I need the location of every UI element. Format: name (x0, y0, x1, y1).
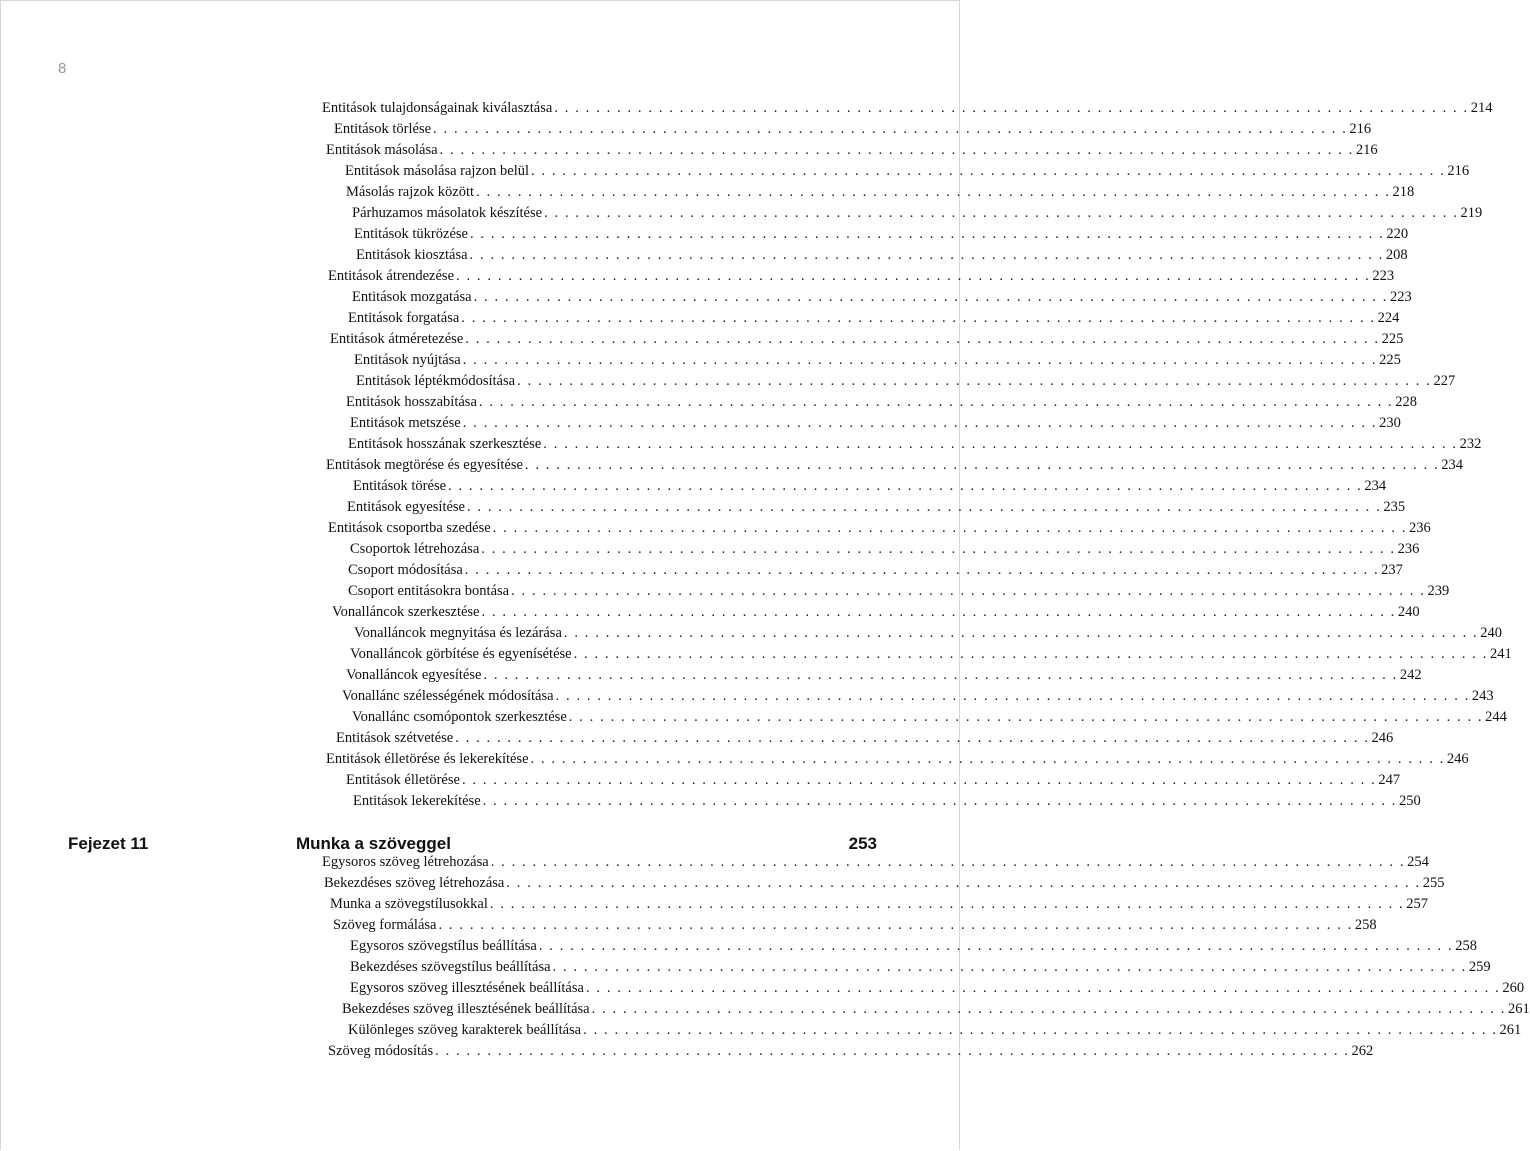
toc-entry-page: 239 (1427, 583, 1450, 599)
toc-entry-title: Vonalláncok egyesítése (346, 667, 482, 683)
toc-dot-leader: . . . . . . . . . . . . . . . . . . . . . . . . . . . . . . . . . . . . . . . . . . . . . . . . . . . . . . . . . . . . . . . . . . . . . . . . . . . . . . . . . . . . . . . . (476, 184, 1391, 200)
toc-entry[interactable] (350, 541, 1420, 561)
toc-entry-page: 218 (1392, 184, 1415, 200)
toc-entry-page: 234 (1441, 457, 1464, 473)
toc-dot-leader: . . . . . . . . . . . . . . . . . . . . . . . . . . . . . . . . . . . . . . . . . . . . . . . . . . . . . . . . . . . . . . . . . . . . . . . . . . . . . . . . . . . . . . . . (462, 352, 1378, 368)
toc-entry-page: 232 (1459, 436, 1482, 452)
toc-entry-page: 244 (1485, 709, 1507, 725)
toc-dot-leader: . . . . . . . . . . . . . . . . . . . . . . . . . . . . . . . . . . . . . . . . . . . . . . . . . . . . . . . . . . . . . . . . . . . . . . . . . . . . . . . . . . . . . . . . (543, 436, 1458, 452)
toc-entry[interactable] (350, 415, 1401, 435)
toc-dot-leader: . . . . . . . . . . . . . . . . . . . . . . . . . . . . . . . . . . . . . . . . . . . . . . . . . . . . . . . . . . . . . . . . . . . . . . . . . . . . . . . . . . . . . . . . (531, 163, 1446, 179)
toc-entry-title: Bekezdéses szöveg létrehozása (324, 875, 505, 891)
toc-entry-title: Entitások egyesítése (347, 499, 465, 515)
toc-dot-leader: . . . . . . . . . . . . . . . . . . . . . . . . . . . . . . . . . . . . . . . . . . . . . . . . . . . . . . . . . . . . . . . . . . . . . . . . . . . . . . . . . . . . . . . . (517, 373, 1432, 389)
toc-entry[interactable] (322, 100, 1493, 120)
toc-entry-page: 241 (1489, 646, 1512, 662)
toc-entry-page: 220 (1386, 226, 1409, 242)
toc-entry[interactable] (354, 625, 1503, 645)
toc-entry-page: 240 (1480, 625, 1503, 641)
toc-entry[interactable] (332, 604, 1420, 624)
toc-entry-title: Vonalláncok megnyitása és lezárása (354, 625, 562, 641)
toc-entry-title: Entitások kiosztása (356, 247, 468, 263)
chapter-title: Munka a szöveggel (296, 834, 451, 853)
toc-entry[interactable] (354, 352, 1401, 372)
toc-entry[interactable] (348, 436, 1482, 456)
toc-dot-leader: . . . . . . . . . . . . . . . . . . . . . . . . . . . . . . . . . . . . . . . . . . . . . . . . . . . . . . . . . . . . . . . . . . . . . . . . . . . . . . . . . . . . . . . . (490, 854, 1406, 870)
toc-entry[interactable] (328, 268, 1395, 288)
toc-entry[interactable] (352, 289, 1412, 309)
toc-entry-page: 261 (1499, 1022, 1522, 1038)
toc-entry-title: Entitások szétvetése (336, 730, 454, 746)
toc-entry-title: Vonallánc szélességének módosítása (342, 688, 554, 704)
toc-entry[interactable] (350, 959, 1491, 979)
toc-dot-leader: . . . . . . . . . . . . . . . . . . . . . . . . . . . . . . . . . . . . . . . . . . . . . . . . . . . . . . . . . . . . . . . . . . . . . . . . . . . . . . . . . . . . . . . . (478, 394, 1394, 410)
toc-dot-leader: . . . . . . . . . . . . . . . . . . . . . . . . . . . . . . . . . . . . . . . . . . . . . . . . . . . . . . . . . . . . . . . . . . . . . . . . . . . . . . . . . . . . . . . . (481, 541, 1396, 557)
toc-entry[interactable] (347, 499, 1406, 519)
toc-dot-leader: . . . . . . . . . . . . . . . . . . . . . . . . . . . . . . . . . . . . . . . . . . . . . . . . . . . . . . . . . . . . . . . . . . . . . . . . . . . . . . . . . . . . . . . . (591, 1001, 1506, 1017)
toc-entry-page: 258 (1455, 938, 1477, 954)
toc-entry-title: Bekezdéses szöveg illesztésének beállítása (342, 1001, 590, 1017)
toc-entry[interactable] (328, 520, 1431, 540)
toc-entry-title: Csoport módosítása (348, 562, 463, 578)
toc-entry-title: Entitások hosszabítása (346, 394, 477, 410)
toc-entry-page: 224 (1377, 310, 1400, 326)
toc-entry[interactable] (342, 1001, 1530, 1021)
toc-entry[interactable] (346, 184, 1415, 204)
toc-entry-title: Csoport entitásokra bontása (348, 583, 510, 599)
toc-entry-title: Egysoros szöveg létrehozása (322, 854, 489, 870)
toc-entry-title: Entitások metszése (350, 415, 461, 431)
toc-entry-page: 236 (1409, 520, 1431, 536)
toc-entry-page: 261 (1507, 1001, 1530, 1017)
toc-entry-title: Entitások másolása (326, 142, 438, 158)
toc-entry-title: Szöveg formálása (333, 917, 437, 933)
toc-dot-leader: . . . . . . . . . . . . . . . . . . . . . . . . . . . . . . . . . . . . . . . . . . . . . . . . . . . . . . . . . . . . . . . . . . . . . . . . . . . . . . . . . . . . . . . . (506, 875, 1421, 891)
toc-entry[interactable] (350, 646, 1512, 666)
toc-dot-leader: . . . . . . . . . . . . . . . . . . . . . . . . . . . . . . . . . . . . . . . . . . . . . . . . . . . . . . . . . . . . . . . . . . . . . . . . . . . . . . . . . . . . . . . . (481, 604, 1396, 620)
toc-entry[interactable] (346, 667, 1422, 687)
toc-entry-title: Egysoros szövegstílus beállítása (350, 938, 537, 954)
toc-dot-leader: . . . . . . . . . . . . . . . . . . . . . . . . . . . . . . . . . . . . . . . . . . . . . . . . . . . . . . . . . . . . . . . . . . . . . . . . . . . . . . . . . . . . . . . . (573, 646, 1488, 662)
toc-entry[interactable] (324, 875, 1445, 895)
toc-entry-page: 235 (1383, 499, 1406, 515)
toc-dot-leader: . . . . . . . . . . . . . . . . . . . . . . . . . . . . . . . . . . . . . . . . . . . . . . . . . . . . . . . . . . . . . . . . . . . . . . . . . . . . . . . . . . . . . . . . (461, 772, 1377, 788)
toc-entry-title: Entitások megtörése és egyesítése (326, 457, 523, 473)
toc-dot-leader: . . . . . . . . . . . . . . . . . . . . . . . . . . . . . . . . . . . . . . . . . . . . . . . . . . . . . . . . . . . . . . . . . . . . . . . . . . . . . . . . . . . . . . . . (530, 751, 1445, 767)
toc-entry-page: 223 (1389, 289, 1412, 305)
toc-entry-title: Entitások átméretezése (330, 331, 464, 347)
toc-entry-page: 246 (1371, 730, 1394, 746)
toc-dot-leader: . . . . . . . . . . . . . . . . . . . . . . . . . . . . . . . . . . . . . . . . . . . . . . . . . . . . . . . . . . . . . . . . . . . . . . . . . . . . . . . . . . . . . . . . (568, 709, 1484, 725)
toc-entry[interactable] (330, 331, 1404, 351)
toc-dot-leader: . . . . . . . . . . . . . . . . . . . . . . . . . . . . . . . . . . . . . . . . . . . . . . . . . . . . . . . . . . . . . . . . . . . . . . . . . . . . . . . . . . . . . . . . (552, 959, 1467, 975)
chapter-label: Fejezet 11 (68, 834, 149, 853)
toc-dot-leader: . . . . . . . . . . . . . . . . . . . . . . . . . . . . . . . . . . . . . . . . . . . . . . . . . . . . . . . . . . . . . . . . . . . . . . . . . . . . . . . . . . . . . . . . (473, 289, 1388, 305)
toc-entry[interactable] (326, 751, 1469, 771)
page-number: 8 (58, 60, 67, 77)
toc-dot-leader: . . . . . . . . . . . . . . . . . . . . . . . . . . . . . . . . . . . . . . . . . . . . . . . . . . . . . . . . . . . . . . . . . . . . . . . . . . . . . . . . . . . . . . . . (435, 1043, 1350, 1059)
toc-entry[interactable] (346, 394, 1418, 414)
toc-dot-leader: . . . . . . . . . . . . . . . . . . . . . . . . . . . . . . . . . . . . . . . . . . . . . . . . . . . . . . . . . . . . . . . . . . . . . . . . . . . . . . . . . . . . . . . . (585, 980, 1501, 996)
toc-dot-leader: . . . . . . . . . . . . . . . . . . . . . . . . . . . . . . . . . . . . . . . . . . . . . . . . . . . . . . . . . . . . . . . . . . . . . . . . . . . . . . . . . . . . . . . . (524, 457, 1440, 473)
toc-entry[interactable] (328, 1043, 1374, 1063)
toc-entry-title: Entitások mozgatása (352, 289, 472, 305)
toc-entry-page: 227 (1433, 373, 1456, 389)
toc-entry-page: 242 (1399, 667, 1422, 683)
toc-entry-title: Vonalláncok görbítése és egyenísétése (350, 646, 572, 662)
toc-entry-title: Egysoros szöveg illesztésének beállítása (350, 980, 584, 996)
toc-dot-leader: . . . . . . . . . . . . . . . . . . . . . . . . . . . . . . . . . . . . . . . . . . . . . . . . . . . . . . . . . . . . . . . . . . . . . . . . . . . . . . . . . . . . . . . . (462, 415, 1378, 431)
toc-entry-page: 246 (1446, 751, 1469, 767)
toc-entry[interactable] (334, 121, 1372, 141)
toc-dot-leader: . . . . . . . . . . . . . . . . . . . . . . . . . . . . . . . . . . . . . . . . . . . . . . . . . . . . . . . . . . . . . . . . . . . . . . . . . . . . . . . . . . . . . . . . (563, 625, 1479, 641)
toc-entry-page: 236 (1397, 541, 1420, 557)
toc-entry-title: Vonallánc csomópontok szerkesztése (352, 709, 567, 725)
toc-entry-page: 225 (1381, 331, 1404, 347)
toc-entry-page: 247 (1378, 772, 1401, 788)
toc-entry[interactable] (348, 310, 1400, 330)
toc-entry[interactable] (353, 793, 1421, 813)
toc-entry-title: Entitások élletörése és lekerekítése (326, 751, 529, 767)
toc-entry[interactable] (326, 457, 1464, 477)
toc-entry[interactable] (350, 938, 1477, 958)
toc-entry-title: Entitások léptékmódosítása (356, 373, 516, 389)
toc-entry[interactable] (322, 854, 1429, 874)
toc-dot-leader: . . . . . . . . . . . . . . . . . . . . . . . . . . . . . . . . . . . . . . . . . . . . . . . . . . . . . . . . . . . . . . . . . . . . . . . . . . . . . . . . . . . . . . . . (469, 226, 1385, 242)
toc-entry-page: 230 (1379, 415, 1401, 431)
toc-dot-leader: . . . . . . . . . . . . . . . . . . . . . . . . . . . . . . . . . . . . . . . . . . . . . . . . . . . . . . . . . . . . . . . . . . . . . . . . . . . . . . . . . . . . . . . . (554, 100, 1469, 116)
toc-entry-page: 216 (1355, 142, 1378, 158)
toc-entry-page: 250 (1399, 793, 1421, 809)
toc-entry-page: 214 (1470, 100, 1493, 116)
toc-entry-page: 262 (1351, 1043, 1374, 1059)
toc-entry[interactable] (348, 583, 1450, 603)
toc-entry-title: Entitások átrendezése (328, 268, 455, 284)
toc-entry-title: Csoportok létrehozása (350, 541, 480, 557)
toc-entry[interactable] (356, 373, 1456, 393)
toc-dot-leader: . . . . . . . . . . . . . . . . . . . . . . . . . . . . . . . . . . . . . . . . . . . . . . . . . . . . . . . . . . . . . . . . . . . . . . . . . . . . . . . . . . . . . . . . (438, 917, 1353, 933)
toc-entry-page: 216 (1447, 163, 1470, 179)
toc-entry-page: 257 (1406, 896, 1428, 912)
toc-entry-title: Entitások lekerekítése (353, 793, 481, 809)
toc-entry-page: 254 (1407, 854, 1429, 870)
toc-entry[interactable] (354, 226, 1409, 246)
toc-dot-leader: . . . . . . . . . . . . . . . . . . . . . . . . . . . . . . . . . . . . . . . . . . . . . . . . . . . . . . . . . . . . . . . . . . . . . . . . . . . . . . . . . . . . . . . . (511, 583, 1426, 599)
toc-entry-page: 216 (1349, 121, 1372, 137)
toc-entry[interactable] (353, 478, 1387, 498)
toc-dot-leader: . . . . . . . . . . . . . . . . . . . . . . . . . . . . . . . . . . . . . . . . . . . . . . . . . . . . . . . . . . . . . . . . . . . . . . . . . . . . . . . . . . . . . . . . (466, 499, 1382, 515)
toc-entry-page: 234 (1364, 478, 1387, 494)
toc-entry-title: Entitások törése (353, 478, 447, 494)
toc-entry[interactable] (330, 896, 1428, 916)
toc-dot-leader: . . . . . . . . . . . . . . . . . . . . . . . . . . . . . . . . . . . . . . . . . . . . . . . . . . . . . . . . . . . . . . . . . . . . . . . . . . . . . . . . . . . . . . . . (433, 121, 1348, 137)
toc-dot-leader: . . . . . . . . . . . . . . . . . . . . . . . . . . . . . . . . . . . . . . . . . . . . . . . . . . . . . . . . . . . . . . . . . . . . . . . . . . . . . . . . . . . . . . . . (555, 688, 1470, 704)
toc-entry-page: 260 (1502, 980, 1525, 996)
toc-entry-title: Entitások tükrözése (354, 226, 468, 242)
toc-dot-leader: . . . . . . . . . . . . . . . . . . . . . . . . . . . . . . . . . . . . . . . . . . . . . . . . . . . . . . . . . . . . . . . . . . . . . . . . . . . . . . . . . . . . . . . . (448, 478, 1363, 494)
toc-entry-title: Entitások élletörése (346, 772, 460, 788)
toc-entry-page: 237 (1381, 562, 1403, 578)
toc-entry[interactable] (345, 163, 1470, 183)
toc-dot-leader: . . . . . . . . . . . . . . . . . . . . . . . . . . . . . . . . . . . . . . . . . . . . . . . . . . . . . . . . . . . . . . . . . . . . . . . . . . . . . . . . . . . . . . . . (439, 142, 1354, 158)
toc-entry[interactable] (352, 709, 1507, 729)
toc-entry-title: Szöveg módosítás (328, 1043, 434, 1059)
toc-dot-leader: . . . . . . . . . . . . . . . . . . . . . . . . . . . . . . . . . . . . . . . . . . . . . . . . . . . . . . . . . . . . . . . . . . . . . . . . . . . . . . . . . . . . . . . . (456, 268, 1371, 284)
toc-entry-title: Entitások tulajdonságainak kiválasztása (322, 100, 553, 116)
toc-entry[interactable] (333, 917, 1377, 937)
toc-dot-leader: . . . . . . . . . . . . . . . . . . . . . . . . . . . . . . . . . . . . . . . . . . . . . . . . . . . . . . . . . . . . . . . . . . . . . . . . . . . . . . . . . . . . . . . . (489, 896, 1405, 912)
toc-dot-leader: . . . . . . . . . . . . . . . . . . . . . . . . . . . . . . . . . . . . . . . . . . . . . . . . . . . . . . . . . . . . . . . . . . . . . . . . . . . . . . . . . . . . . . . . (455, 730, 1370, 746)
toc-entry-page: 255 (1422, 875, 1445, 891)
toc-entry-title: Párhuzamos másolatok készítése (352, 205, 543, 221)
toc-dot-leader: . . . . . . . . . . . . . . . . . . . . . . . . . . . . . . . . . . . . . . . . . . . . . . . . . . . . . . . . . . . . . . . . . . . . . . . . . . . . . . . . . . . . . . . . (465, 331, 1380, 347)
toc-dot-leader: . . . . . . . . . . . . . . . . . . . . . . . . . . . . . . . . . . . . . . . . . . . . . . . . . . . . . . . . . . . . . . . . . . . . . . . . . . . . . . . . . . . . . . . . (482, 793, 1398, 809)
toc-entry-page: 223 (1372, 268, 1395, 284)
toc-entry-title: Entitások nyújtása (354, 352, 461, 368)
chapter-page[interactable]: 253 (848, 834, 877, 853)
toc-dot-leader: . . . . . . . . . . . . . . . . . . . . . . . . . . . . . . . . . . . . . . . . . . . . . . . . . . . . . . . . . . . . . . . . . . . . . . . . . . . . . . . . . . . . . . . . (538, 938, 1454, 954)
toc-entry[interactable] (336, 730, 1394, 750)
toc-entry-title: Entitások csoportba szedése (328, 520, 491, 536)
toc-entry-title: Vonalláncok szerkesztése (332, 604, 480, 620)
toc-entry-title: Entitások másolása rajzon belül (345, 163, 530, 179)
toc-entry-page: 243 (1471, 688, 1494, 704)
toc-entry-page: 208 (1385, 247, 1408, 263)
toc-entry-page: 240 (1397, 604, 1420, 620)
toc-entry[interactable] (342, 688, 1494, 708)
toc-entry-title: Munka a szövegstílusokkal (330, 896, 488, 912)
toc-entry[interactable] (352, 205, 1483, 225)
toc-entry[interactable] (348, 562, 1403, 582)
toc-dot-leader: . . . . . . . . . . . . . . . . . . . . . . . . . . . . . . . . . . . . . . . . . . . . . . . . . . . . . . . . . . . . . . . . . . . . . . . . . . . . . . . . . . . . . . . . (464, 562, 1380, 578)
toc-dot-leader: . . . . . . . . . . . . . . . . . . . . . . . . . . . . . . . . . . . . . . . . . . . . . . . . . . . . . . . . . . . . . . . . . . . . . . . . . . . . . . . . . . . . . . . . (583, 1022, 1498, 1038)
toc-entry-page: 258 (1354, 917, 1377, 933)
toc-dot-leader: . . . . . . . . . . . . . . . . . . . . . . . . . . . . . . . . . . . . . . . . . . . . . . . . . . . . . . . . . . . . . . . . . . . . . . . . . . . . . . . . . . . . . . . . (469, 247, 1384, 263)
toc-entry-title: Bekezdéses szövegstílus beállítása (350, 959, 551, 975)
toc-entry[interactable] (348, 1022, 1522, 1042)
toc-dot-leader: . . . . . . . . . . . . . . . . . . . . . . . . . . . . . . . . . . . . . . . . . . . . . . . . . . . . . . . . . . . . . . . . . . . . . . . . . . . . . . . . . . . . . . . . (483, 667, 1398, 683)
toc-entry-page: 219 (1460, 205, 1483, 221)
toc-entry-title: Entitások forgatása (348, 310, 460, 326)
toc-entry[interactable] (346, 772, 1401, 792)
toc-entry-title: Entitások hosszának szerkesztése (348, 436, 542, 452)
toc-entry-page: 225 (1379, 352, 1401, 368)
toc-entry-page: 259 (1468, 959, 1491, 975)
toc-entry-page: 228 (1395, 394, 1418, 410)
toc-entry[interactable] (350, 980, 1525, 1000)
toc-entry-title: Entitások törlése (334, 121, 432, 137)
toc-entry-title: Különleges szöveg karakterek beállítása (348, 1022, 582, 1038)
toc-dot-leader: . . . . . . . . . . . . . . . . . . . . . . . . . . . . . . . . . . . . . . . . . . . . . . . . . . . . . . . . . . . . . . . . . . . . . . . . . . . . . . . . . . . . . . . . (492, 520, 1408, 536)
toc-entry-title: Másolás rajzok között (346, 184, 475, 200)
toc-dot-leader: . . . . . . . . . . . . . . . . . . . . . . . . . . . . . . . . . . . . . . . . . . . . . . . . . . . . . . . . . . . . . . . . . . . . . . . . . . . . . . . . . . . . . . . . (461, 310, 1376, 326)
toc-entry[interactable] (356, 247, 1408, 267)
toc-entry[interactable] (326, 142, 1378, 162)
toc-dot-leader: . . . . . . . . . . . . . . . . . . . . . . . . . . . . . . . . . . . . . . . . . . . . . . . . . . . . . . . . . . . . . . . . . . . . . . . . . . . . . . . . . . . . . . . . (544, 205, 1459, 221)
